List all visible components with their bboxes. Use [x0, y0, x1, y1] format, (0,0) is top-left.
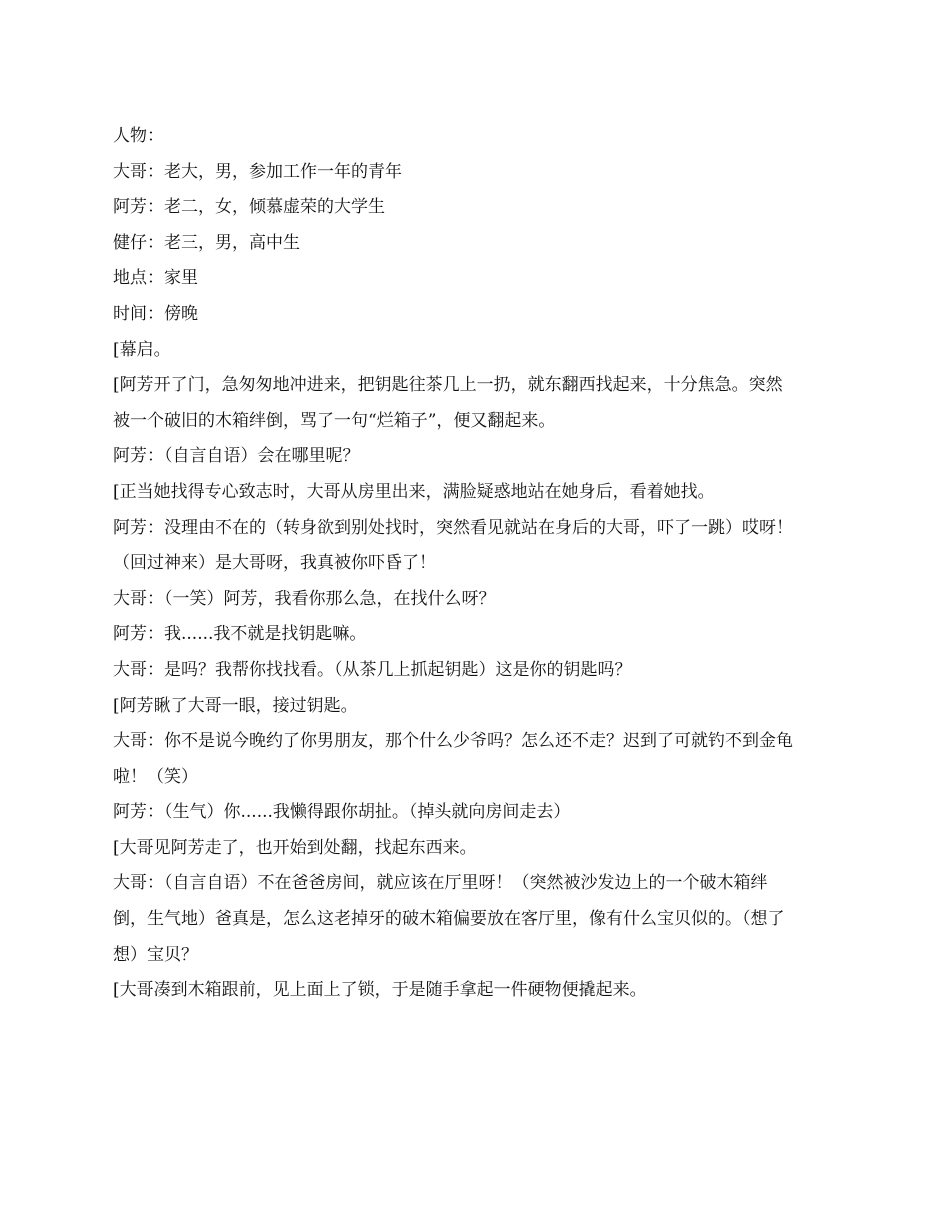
stage-direction: [正当她找得专心致志时，大哥从房里出来，满脸疑惑地站在她身后，看着她找。	[113, 481, 715, 502]
stage-direction: [大哥凑到木箱跟前，见上面上了锁，于是随手拿起一件硬物便撬起来。	[113, 980, 647, 1001]
dialogue-line: 阿芳：没理由不在的（转身欲到别处找时，突然看见就站在身后的大哥，吓了一跳）哎呀！	[113, 517, 793, 538]
dialogue-line-cont: 想）宝贝？	[113, 944, 198, 965]
setting-time: 时间：傍晚	[113, 303, 198, 324]
cast-line-afang: 阿芳：老二，女，倾慕虚荣的大学生	[113, 197, 385, 218]
stage-direction: [阿芳瞅了大哥一眼，接过钥匙。	[113, 695, 358, 716]
script-text	[113, 124, 838, 1014]
setting-place: 地点：家里	[113, 268, 198, 289]
dialogue-line: 大哥：（自言自语）不在爸爸房间，就应该在厅里呀！（突然被沙发边上的一个破木箱绊	[113, 873, 768, 894]
dialogue-line: 大哥：（一笑）阿芳，我看你那么急，在找什么呀？	[113, 588, 496, 609]
dialogue-line: 大哥：你不是说今晚约了你男朋友，那个什么少爷吗？怎么还不走？迟到了可就钓不到金龟	[113, 731, 793, 752]
dialogue-line: 阿芳：我......我不就是找钥匙嘛。	[113, 624, 367, 645]
dialogue-line: 阿芳：（生气）你......我懒得跟你胡扯。（掉头就向房间走去）	[113, 802, 571, 823]
stage-direction: [大哥见阿芳走了，也开始到处翻，找起东西来。	[113, 837, 477, 858]
stage-direction: [阿芳开了门，急匆匆地冲进来，把钥匙往茶几上一扔，就东翻西找起来，十分焦急。突然	[113, 375, 783, 396]
dialogue-line: 阿芳：（自言自语）会在哪里呢？	[113, 446, 360, 467]
cast-heading: 人物：	[113, 126, 164, 146]
dialogue-line-cont: 倒，生气地）爸真是，怎么这老掉牙的破木箱偏要放在客厅里，像有什么宝贝似的。（想了	[113, 909, 785, 930]
dialogue-line: 大哥：是吗？我帮你找找看。（从茶几上抓起钥匙）这是你的钥匙吗？	[113, 659, 632, 680]
cast-line-jianzai: 健仔：老三，男，高中生	[113, 232, 300, 253]
dialogue-line-cont: 啦！（笑）	[113, 766, 198, 787]
dialogue-line-cont: （回过神来）是大哥呀，我真被你吓昏了！	[113, 553, 436, 574]
stage-direction: [幕启。	[113, 339, 171, 360]
stage-direction-cont: 被一个破旧的木箱绊倒，骂了一句“烂箱子”，便又翻起来。	[113, 410, 556, 431]
cast-line-dage: 大哥：老大，男，参加工作一年的青年	[113, 161, 402, 182]
